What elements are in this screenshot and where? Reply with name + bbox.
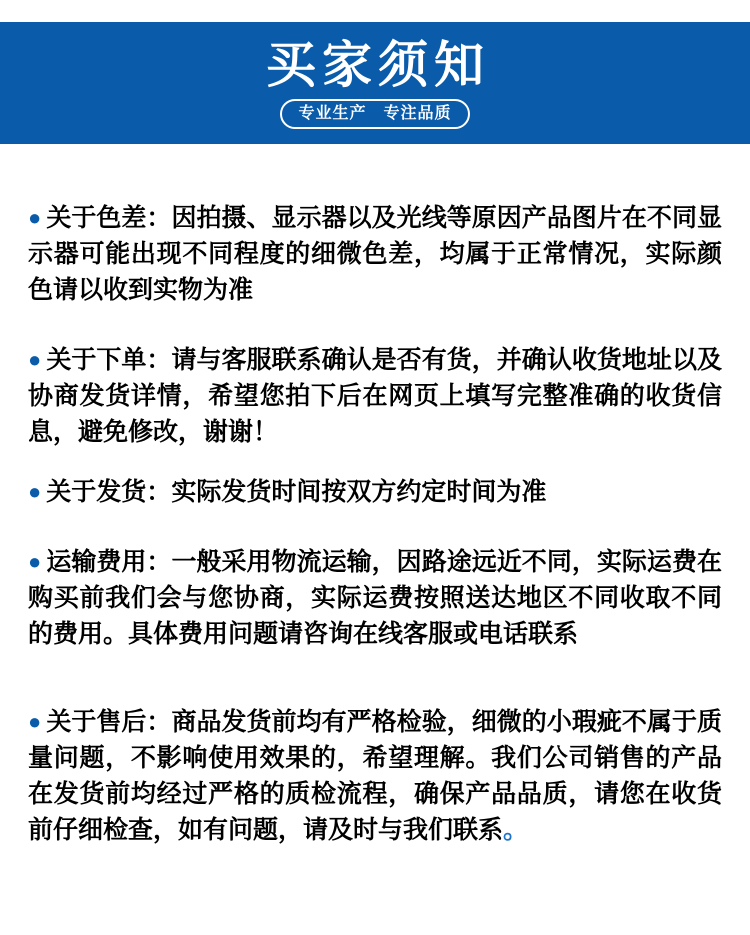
notice-label: 关于下单： bbox=[46, 346, 172, 374]
page-title: 买家须知 bbox=[266, 37, 490, 93]
notice-list bbox=[0, 144, 750, 848]
slogan-text: 专业生产 专注品质 bbox=[298, 105, 452, 122]
notice-item-color-difference bbox=[28, 200, 722, 308]
notice-item-ordering bbox=[28, 342, 722, 450]
bullet-icon: ● bbox=[28, 347, 42, 372]
bullet-icon: ● bbox=[28, 549, 42, 574]
bullet-icon: ● bbox=[28, 709, 42, 734]
notice-label: 关于售后： bbox=[46, 708, 172, 736]
slogan-badge bbox=[280, 99, 469, 129]
banner bbox=[0, 22, 750, 144]
notice-item-freight bbox=[28, 544, 722, 652]
notice-trailing-period: 。 bbox=[503, 816, 529, 844]
notice-label: 关于色差： bbox=[46, 204, 172, 232]
bullet-icon: ● bbox=[28, 479, 42, 504]
notice-item-after-sales bbox=[28, 704, 722, 848]
notice-text: 实际发货时间按双方约定时间为准 bbox=[171, 478, 547, 506]
notice-label: 关于发货： bbox=[46, 478, 172, 506]
notice-text: 因拍摄、显示器以及光线等原因产品图片在不同显示器可能出现不同程度的细微色差，均属于正常情况，实际颜色请以收到实物为准 bbox=[28, 204, 722, 304]
notice-text: 商品发货前均有严格检验，细微的小瑕疵不属于质量问题，不影响使用效果的，希望理解。我们公司销售的产品在发货前均经过严格的质检流程，确保产品品质，请您在收货前仔细检查，如有问题，请及时与我们联系 bbox=[28, 708, 722, 844]
notice-text: 一般采用物流运输，因路途远近不同，实际运费在购买前我们会与您协商，实际运费按照送达地区不同收取不同的费用。具体费用问题请咨询在线客服或电话联系 bbox=[28, 548, 722, 648]
notice-label: 运输费用： bbox=[46, 548, 172, 576]
notice-text: 请与客服联系确认是否有货，并确认收货地址以及协商发货详情，希望您拍下后在网页上填写完整准确的收货信息，避免修改，谢谢！ bbox=[28, 346, 722, 446]
notice-item-shipping bbox=[28, 474, 722, 510]
bullet-icon: ● bbox=[28, 205, 42, 230]
